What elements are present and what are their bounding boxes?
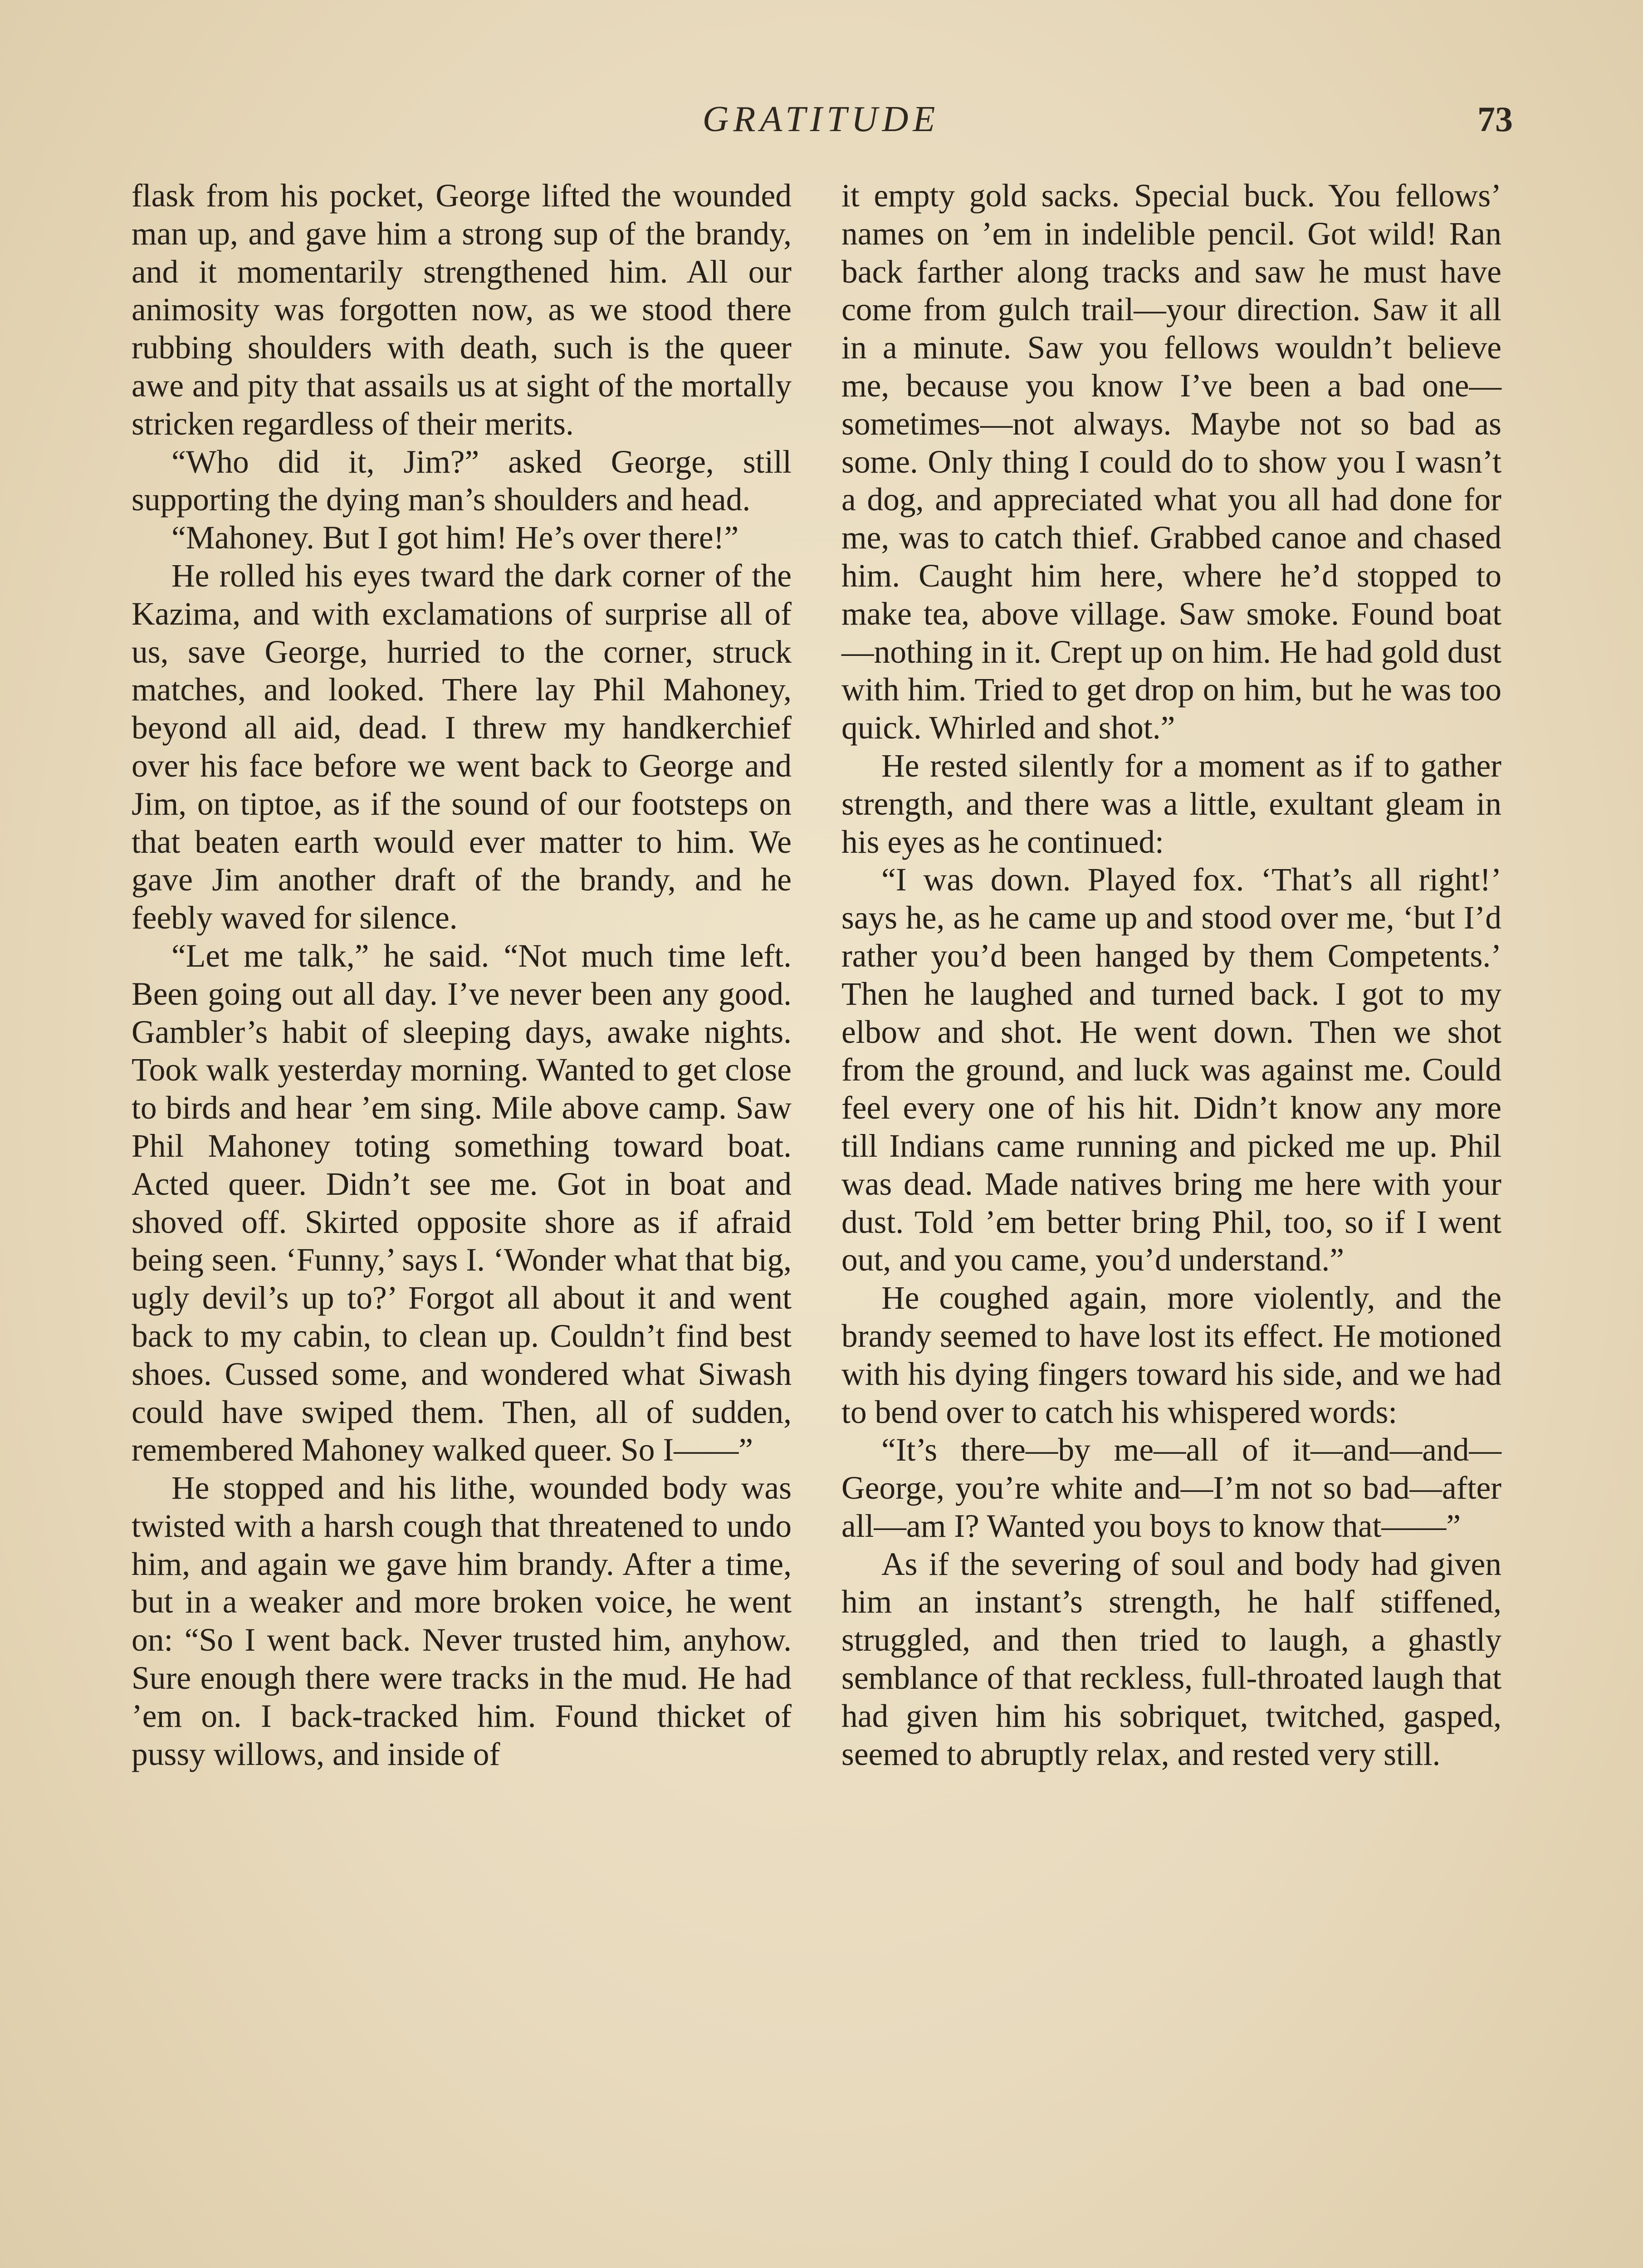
right-column xyxy=(841,177,1501,1773)
page-header xyxy=(129,99,1513,149)
paragraph: He rolled his eyes tward the dark corner of the Kazima, and with exclamations of surprise all of us, save George, hurried to the corner, struck matches, and looked. There lay Phil Mahoney, beyond all aid, dead. I threw my handkerchief over his face before we went back to George and Jim, on tiptoe, as if the sound of our footsteps on that beaten earth would ever matter to him. We gave Jim another draft of the brandy, and he feebly waved for silence. xyxy=(132,557,792,936)
paragraph: “I was down. Played fox. ‘That’s all right!’ says he, as he came up and stood over me, ‘but I’d rather you’d been hanged by them Competents.’ Then he laughed and turned back. I got to my elbow and shot. He went down. Then we shot from the ground, and luck was against me. Could feel every one of his hit. Didn’t know any more till Indians came running and picked me up. Phil was dead. Made natives bring me here with your dust. Told ’em better bring Phil, too, so if I went out, and you came, you’d understand.” xyxy=(841,862,1501,1278)
paragraph: “Let me talk,” he said. “Not much time left. Been going out all day. I’ve never been any good. Gambler’s habit of sleeping days, awake nights. Took walk yesterday morning. Wanted to get close to birds and hear ’em sing. Mile above camp. Saw Phil Mahoney toting something toward boat. Acted queer. Didn’t see me. Got in boat and shoved off. Skirted opposite shore as if afraid being seen. ‘Funny,’ says I. ‘Wonder what that big, ugly devil’s up to?’ Forgot all about it and went back to my cabin, to clean up. Couldn’t find best shoes. Cussed some, and wondered what Siwash could have swiped them. Then, all of sudden, remembered Mahoney walked queer. So I——” xyxy=(132,938,792,1468)
running-title: GRATITUDE xyxy=(702,99,940,139)
paragraph: it empty gold sacks. Special buck. You fellows’ names on ’em in indelible pencil. Got wild! Ran back farther along tracks and saw he must have come from gulch trail—your direction. Saw it all in a minute. Saw you fellows wouldn’t believe me, because you know I’ve been a bad one—sometimes—not always. Maybe not so bad as some. Only thing I could do to show you I wasn’t a dog, and appreciated what you all had done for me, was to catch thief. Grabbed canoe and chased him. Caught him here, where he’d stopped to make tea, above village. Saw smoke. Found boat—nothing in it. Crept up on him. He had gold dust with him. Tried to get drop on him, but he was too quick. Whirled and shot.” xyxy=(841,178,1501,746)
paragraph: He stopped and his lithe, wounded body was twisted with a harsh cough that threatened to undo him, and again we gave him brandy. After a time, but in a weaker and more broken voice, he went on: “So I went back. Never trusted him, anyhow. Sure enough there were tracks in the mud. He had ’em on. I back-tracked him. Found thicket of pussy willows, and inside of xyxy=(132,1470,792,1772)
page-number: 73 xyxy=(1477,99,1513,139)
paragraph: He rested silently for a moment as if to gather strength, and there was a little, exultant gleam in his eyes as he continued: xyxy=(841,748,1501,860)
paragraph: As if the severing of soul and body had given him an instant’s strength, he half stiffened, struggled, and then tried to laugh, a ghastly semblance of that reckless, full-throated laugh that had given him his sobriquet, twitched, gasped, seemed to abruptly relax, and rested very still. xyxy=(841,1546,1501,1772)
left-column xyxy=(132,177,792,1773)
paragraph: He coughed again, more violently, and the brandy seemed to have lost its effect. He motioned with his dying fingers toward his side, and we had to bend over to catch his whispered words: xyxy=(841,1280,1501,1430)
paragraph: “Mahoney. But I got him! He’s over there!” xyxy=(171,520,739,556)
paragraph: “Who did it, Jim?” asked George, still supporting the dying man’s shoulders and head. xyxy=(132,444,792,518)
paragraph: “It’s there—by me—all of it—and—and—George, you’re white and—I’m not so bad—after all—am I? Wanted you boys to know that——” xyxy=(841,1432,1501,1544)
paragraph: flask from his pocket, George lifted the wounded man up, and gave him a strong sup of the brandy, and it momentarily strengthened him. All our animosity was forgotten now, as we stood there rubbing shoulders with death, such is the queer awe and pity that assails us at sight of the mortally stricken regardless of their merits. xyxy=(132,178,792,442)
